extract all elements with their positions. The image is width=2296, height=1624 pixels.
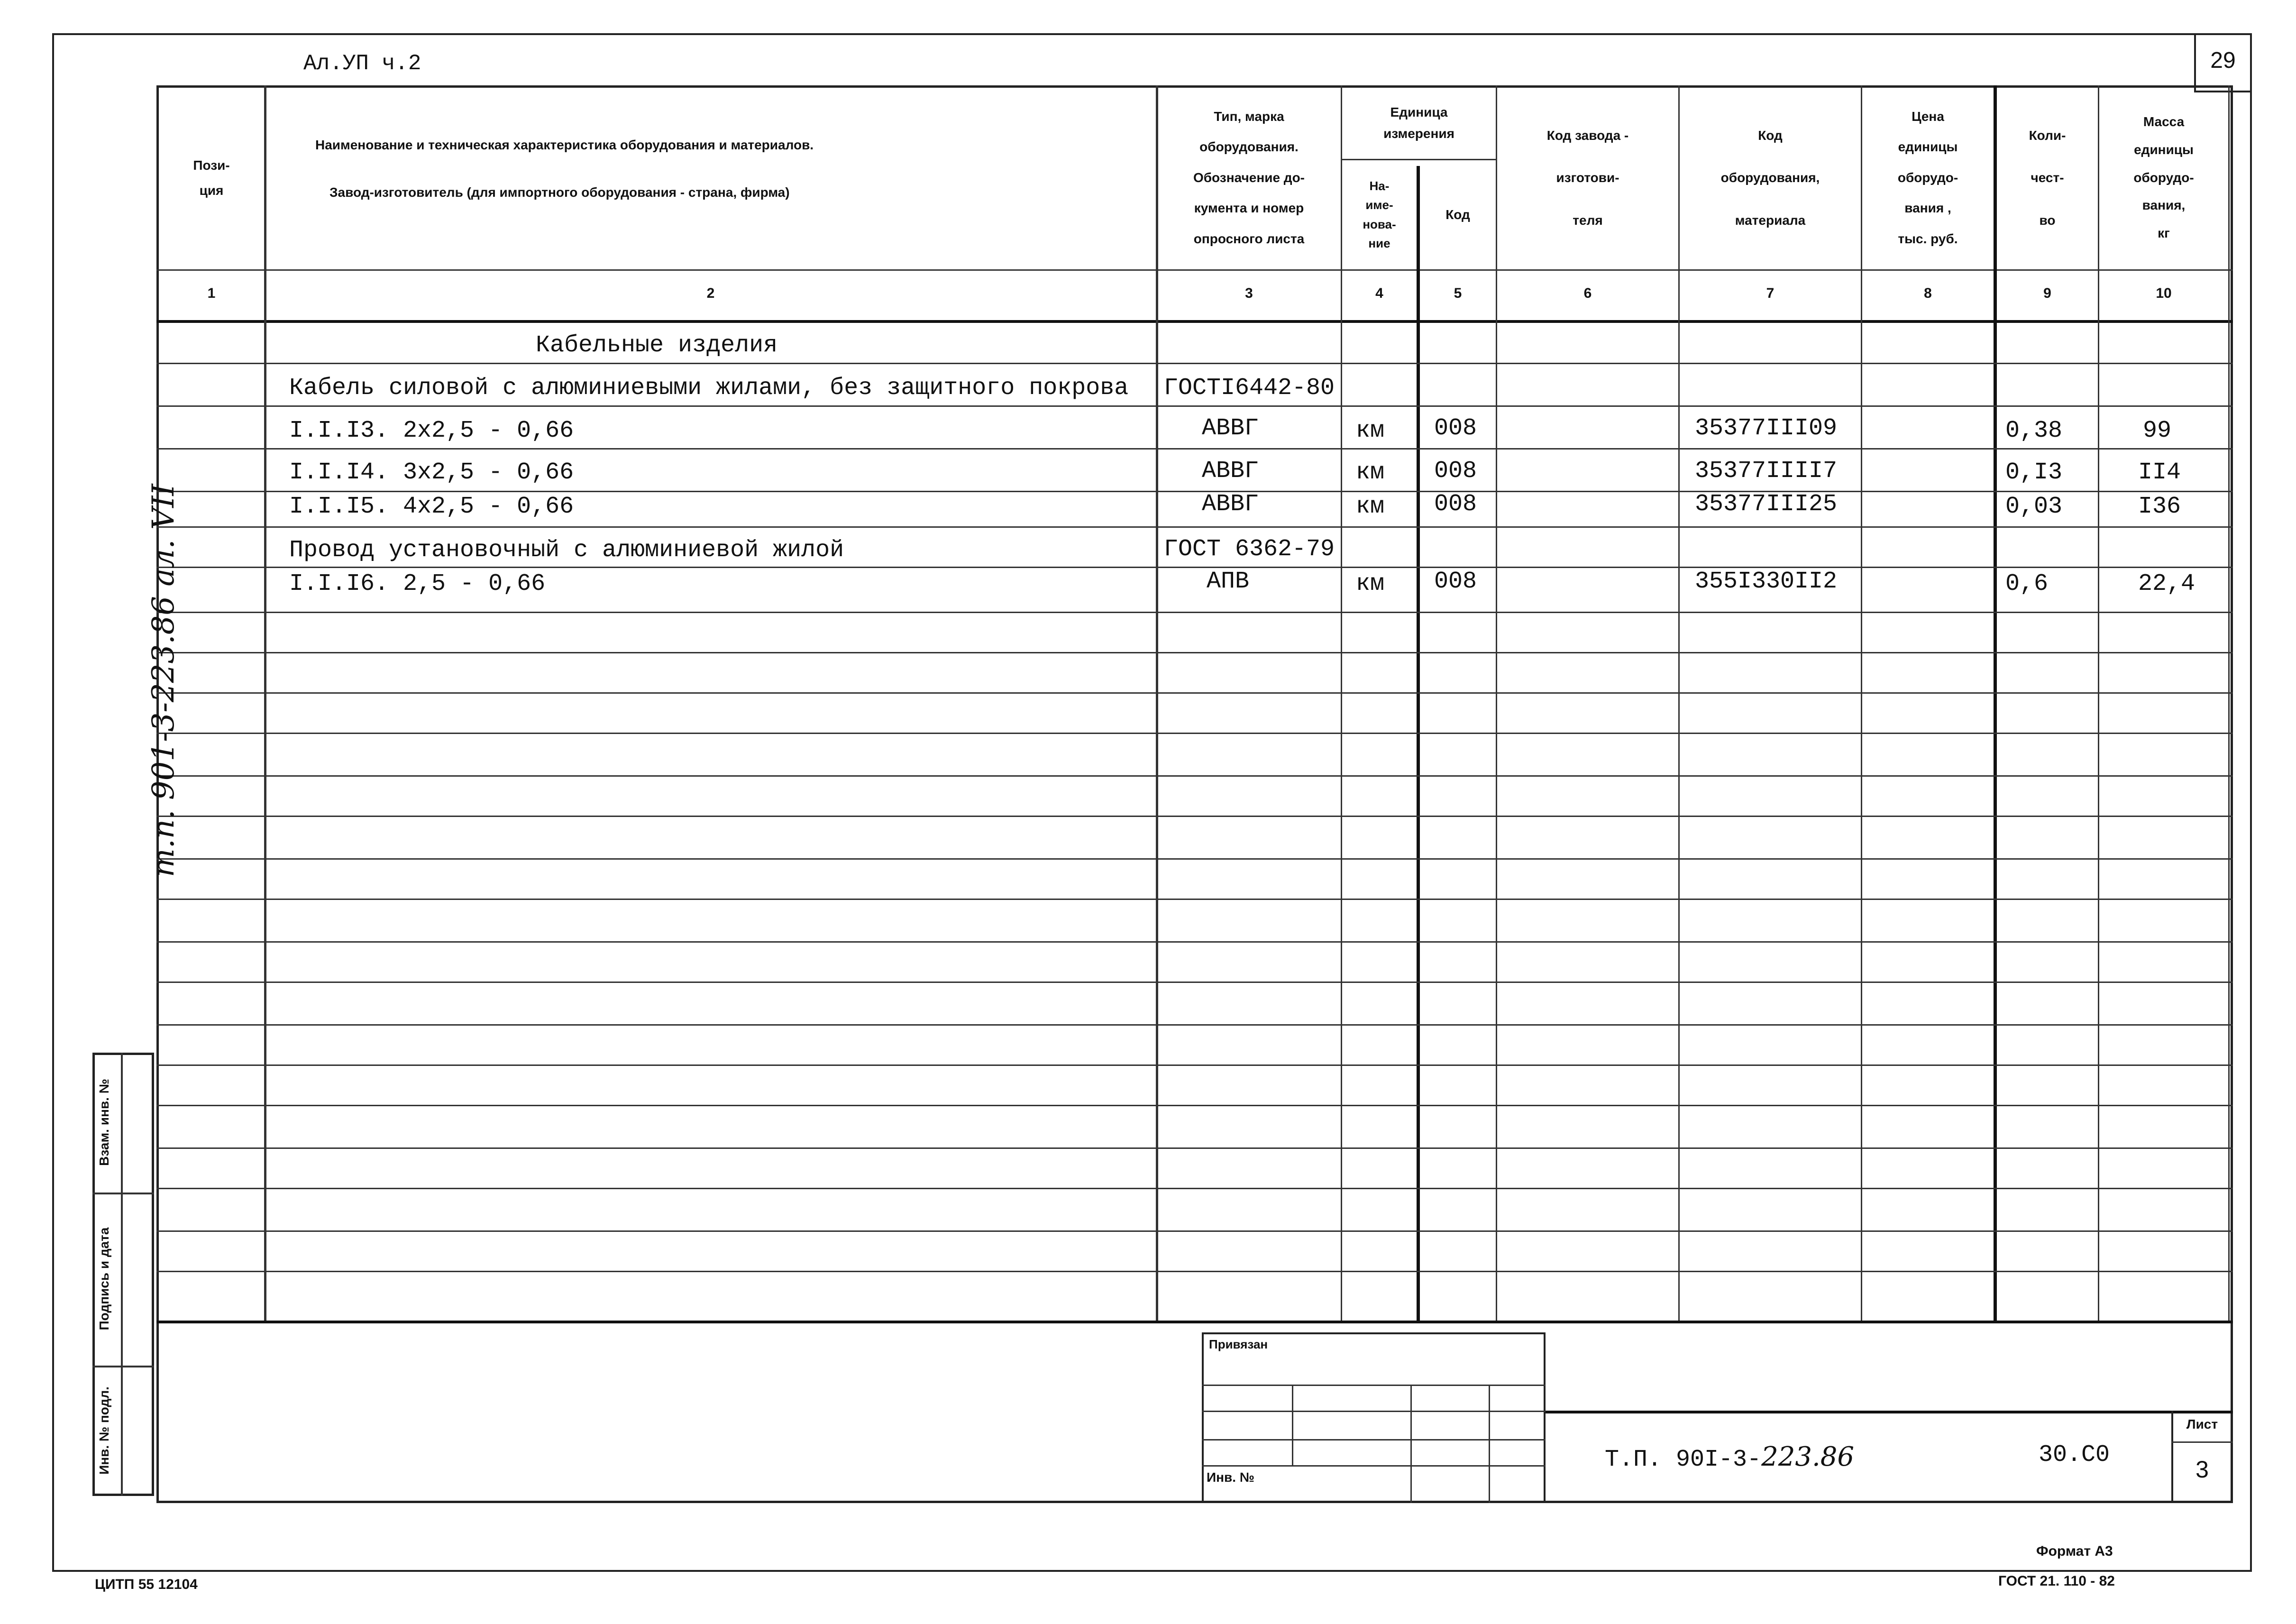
sheet-label: Лист <box>2186 1417 2218 1431</box>
col-line-9 <box>2098 85 2099 1323</box>
colnum-5: 5 <box>1454 285 1462 301</box>
colnum-2: 2 <box>706 285 715 301</box>
table-row-line <box>156 858 2233 860</box>
row-4-unit: км <box>1356 493 1385 520</box>
colnum-8: 8 <box>1924 285 1932 301</box>
table-row-line <box>156 526 2233 528</box>
row-5-name: Провод установочный с алюминиевой жилой <box>289 537 844 564</box>
footer-left: ЦИТП 55 12104 <box>95 1577 198 1592</box>
col-line-1 <box>264 85 266 1323</box>
col-line-2 <box>1156 85 1158 1323</box>
colnum-4: 4 <box>1375 285 1383 301</box>
side-stamp-sign-date: Подпись и дата <box>97 1227 111 1330</box>
row-3-name: I.I.I4. 3x2,5 - 0,66 <box>289 459 574 486</box>
row-4-type: АВВГ <box>1202 491 1259 518</box>
sheet-value: 3 <box>2195 1456 2209 1483</box>
col-line-10 <box>2228 85 2230 1323</box>
bound-stamp-line-3 <box>1202 1439 1546 1440</box>
row-3-qty: 0,I3 <box>2005 459 2063 486</box>
col-line-7 <box>1861 85 1862 1323</box>
bound-stamp-line-2 <box>1202 1411 1546 1412</box>
table-row-line <box>156 1230 2233 1232</box>
table-row-line <box>156 982 2233 983</box>
side-stamp-inv-podl: Инв. № подл. <box>97 1386 111 1475</box>
footer-gost: ГОСТ 21. 110 - 82 <box>1998 1573 2115 1589</box>
row-3-unit: км <box>1356 459 1385 486</box>
unit-subheader-line <box>1341 159 1496 160</box>
row-2-type: АВВГ <box>1202 415 1259 442</box>
col-line-3 <box>1341 85 1342 1323</box>
row-6-code: 008 <box>1434 568 1477 595</box>
table-row-line <box>156 1147 2233 1149</box>
row-6-name: I.I.I6. 2,5 - 0,66 <box>289 570 546 597</box>
table-row-line <box>156 941 2233 943</box>
footer-format: Формат А3 <box>2036 1543 2113 1559</box>
col-line-5 <box>1496 85 1497 1323</box>
colnum-6: 6 <box>1583 285 1592 301</box>
doc-code-top-line <box>1546 1411 2233 1413</box>
header-unit: Единица измерения <box>1383 105 1454 141</box>
row-3-type: АВВГ <box>1202 458 1259 485</box>
row-5-type: ГОСТ 6362-79 <box>1164 536 1335 563</box>
colnum-3: 3 <box>1245 285 1253 301</box>
row-6-equip: 355I330II2 <box>1695 568 1838 595</box>
top-sheet-number: 29 <box>2210 48 2236 73</box>
header-name-line1: Наименование и техническая характеристика оборудования и материалов. <box>315 138 814 152</box>
table-row-line <box>156 405 2233 407</box>
table-row-line <box>156 1188 2233 1189</box>
bound-stamp-col-1 <box>1292 1385 1293 1465</box>
header-price: Цена единицы оборудо- вания , тыс. руб. <box>1897 109 1958 246</box>
sheet-box-line <box>2171 1441 2233 1443</box>
header-bottom-line <box>156 269 2233 271</box>
row-3-equip: 35377IIII7 <box>1695 458 1838 485</box>
table-row-line <box>156 491 2233 492</box>
row-6-unit: км <box>1356 570 1385 597</box>
colnum-7: 7 <box>1766 285 1775 301</box>
table-row-line <box>156 816 2233 817</box>
table-row-line <box>156 692 2233 694</box>
doc-suffix: 30.C0 <box>2039 1441 2110 1468</box>
header-plant-code: Код завода - изготови- теля <box>1546 128 1629 228</box>
row-2-mass: 99 <box>2143 417 2172 444</box>
side-stamp-inv-zam: Взам. инв. № <box>97 1079 111 1166</box>
header-name <box>265 88 1156 268</box>
handwritten-reference: т.п. 901-3-223.86 ал. VII <box>146 484 181 877</box>
row-4-name: I.I.I5. 4x2,5 - 0,66 <box>289 493 574 520</box>
col-line-6 <box>1678 85 1680 1323</box>
row-1-name: Кабель силовой с алюминиевыми жилами, без защитного покрова <box>289 375 1129 402</box>
table-row-line <box>156 567 2233 568</box>
header-unit-code: Код <box>1445 207 1470 222</box>
table-row-line <box>156 612 2233 613</box>
title-block-top-line <box>156 1321 2233 1323</box>
doc-code <box>1605 1441 1854 1473</box>
row-2-unit: км <box>1356 417 1385 444</box>
row-0-name: Кабельные изделия <box>536 332 778 359</box>
row-2-equip: 35377III09 <box>1695 415 1838 442</box>
header-position: Пози- ция <box>193 157 230 198</box>
header-mass: Масса единицы оборудо- вания, кг <box>2133 114 2194 241</box>
table-row-line <box>156 775 2233 777</box>
row-3-code: 008 <box>1434 458 1477 485</box>
row-2-code: 008 <box>1434 415 1477 442</box>
table-row-line <box>156 899 2233 900</box>
row-6-type: АПВ <box>1207 568 1250 595</box>
table-row-line <box>156 1271 2233 1272</box>
doc-code-prefix: Т.П. 90I-3- <box>1605 1446 1762 1473</box>
bound-stamp-line-1 <box>1202 1385 1546 1386</box>
colnum-1: 1 <box>207 285 216 301</box>
table-row-line <box>156 652 2233 653</box>
row-4-mass: I36 <box>2138 493 2181 520</box>
side-stamp-divider <box>121 1053 123 1496</box>
header-name-line2: Завод-изготовитель (для импортного оборудования - страна, фирма) <box>329 185 790 200</box>
header-quantity: Коли- чест- во <box>2029 128 2066 228</box>
row-2-qty: 0,38 <box>2005 417 2063 444</box>
row-6-mass: 22,4 <box>2138 570 2195 597</box>
row-3-mass: II4 <box>2138 459 2181 486</box>
header-equip-code: Код оборудования, материала <box>1720 128 1820 228</box>
header-unit-name: На- име- нова- ние <box>1363 178 1396 250</box>
inv-label: Инв. № <box>1207 1470 1255 1485</box>
colnum-9: 9 <box>2043 285 2051 301</box>
table-row-line <box>156 1064 2233 1066</box>
colnum-bottom-line <box>156 320 2233 323</box>
bound-stamp-line-4 <box>1202 1465 1546 1467</box>
table-row-line <box>156 1024 2233 1026</box>
bound-stamp-col-2 <box>1410 1385 1412 1503</box>
doc-code-handwritten: 223.86 <box>1761 1441 1855 1472</box>
col-line-4 <box>1417 166 1420 1323</box>
row-1-type: ГОСТI6442-80 <box>1164 375 1335 402</box>
row-6-qty: 0,6 <box>2005 570 2049 597</box>
row-4-equip: 35377III25 <box>1695 491 1838 518</box>
row-4-code: 008 <box>1434 491 1477 518</box>
document-label: Ал.УП ч.2 <box>303 51 421 76</box>
bound-stamp-col-3 <box>1489 1385 1490 1503</box>
table-row-line <box>156 733 2233 734</box>
colnum-10: 10 <box>2156 285 2172 301</box>
table-row-line <box>156 448 2233 450</box>
bound-label: Привязан <box>1209 1337 1268 1351</box>
row-2-name: I.I.I3. 2x2,5 - 0,66 <box>289 417 574 444</box>
table-row-line <box>156 1105 2233 1106</box>
row-4-qty: 0,03 <box>2005 493 2063 520</box>
col-line-8 <box>1994 85 1997 1323</box>
table-row-line <box>156 363 2233 364</box>
header-type: Тип, марка оборудования. Обозначение до- кумента и номер опросного листа <box>1193 109 1305 246</box>
